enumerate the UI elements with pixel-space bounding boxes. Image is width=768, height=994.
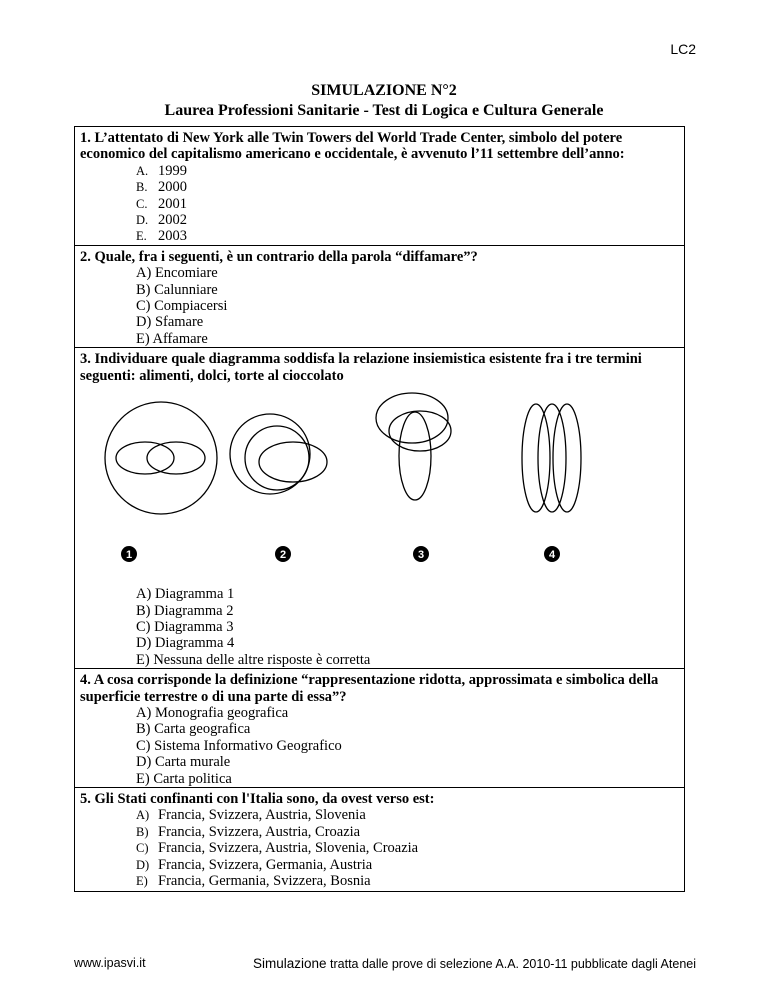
- venn-diagrams: [90, 384, 679, 586]
- option-letter: C): [136, 298, 151, 315]
- question-text: 5. Gli Stati confinanti con l'Italia sono, da ovest verso est:: [80, 790, 435, 807]
- question-text: 3. Individuare quale diagramma soddisfa la relazione insiemistica esistente fra i tre termini seguenti: alimenti, dolci, torte al cioccolato: [80, 351, 642, 384]
- option-letter: D): [136, 635, 152, 652]
- question-text: 1. L’attentato di New York alle Twin Towers del World Trade Center, simbolo del potere economico del capitalismo americano e occidentale, è avvenuto l’11 settembre dell’anno:: [80, 130, 625, 163]
- option-letter: C.: [136, 196, 148, 211]
- option-letter: E): [136, 770, 150, 787]
- option-letter: C): [136, 737, 151, 754]
- diagram-4: [522, 404, 581, 512]
- document-title: SIMULAZIONE N°2: [311, 82, 457, 99]
- option-c: [80, 738, 679, 754]
- question-text: 4. A cosa corrisponde la definizione “rappresentazione ridotta, approssimata e simbolica della superficie terrestre o di una parte di essa”?: [80, 672, 659, 705]
- option-letter: E): [136, 651, 150, 668]
- option-a: [80, 807, 679, 823]
- option-b: [80, 603, 679, 619]
- option-text: Calunniare: [154, 281, 218, 298]
- option-b: [80, 721, 679, 737]
- option-text: Francia, Svizzera, Austria, Croazia: [158, 823, 361, 840]
- option-text: Encomiare: [154, 265, 218, 282]
- option-text: Compiacersi: [154, 298, 228, 315]
- option-c: [80, 298, 679, 314]
- option-d: [80, 635, 679, 651]
- diagram-1: [105, 402, 217, 514]
- option-text: 2003: [158, 228, 187, 245]
- option-e: [80, 771, 679, 787]
- option-letter: B): [136, 824, 149, 839]
- option-text: Affamare: [152, 330, 208, 347]
- option-text: Diagramma 3: [154, 618, 234, 635]
- option-letter: D): [136, 857, 150, 872]
- option-text: 2000: [158, 179, 187, 196]
- option-d: [80, 754, 679, 770]
- page-code: LC2: [670, 41, 696, 57]
- footer-source-lead: Simulazione: [252, 956, 327, 971]
- option-b: [80, 824, 679, 840]
- option-letter: B): [136, 602, 151, 619]
- option-letter: C): [136, 841, 149, 856]
- questions-table: [74, 126, 685, 892]
- option-letter: B.: [136, 180, 148, 195]
- diagram-4-number: 4: [548, 549, 556, 562]
- option-letter: A): [136, 265, 152, 282]
- option-text: 2001: [158, 195, 187, 212]
- option-e: [80, 873, 679, 889]
- option-letter: E): [136, 874, 148, 888]
- option-d: [80, 314, 679, 330]
- option-text: Francia, Svizzera, Germania, Austria: [158, 856, 373, 873]
- option-letter: D): [136, 314, 152, 331]
- venn-diagrams-figure: [104, 392, 584, 582]
- option-letter: E.: [136, 229, 147, 244]
- option-letter: D): [136, 754, 152, 771]
- option-text: Sistema Informativo Geografico: [154, 737, 342, 754]
- question-1: [75, 127, 684, 246]
- option-d: [80, 857, 679, 873]
- option-text: Monografia geografica: [154, 704, 289, 721]
- option-b: [80, 179, 679, 195]
- diagram-2: [230, 414, 327, 494]
- option-letter: C): [136, 618, 151, 635]
- option-d: [80, 212, 679, 228]
- option-letter: B): [136, 721, 151, 738]
- option-a: [80, 586, 679, 602]
- diagram-3: [376, 393, 451, 500]
- option-letter: A): [136, 586, 152, 603]
- option-letter: A): [136, 704, 152, 721]
- option-e: [80, 228, 679, 244]
- option-text: Francia, Svizzera, Austria, Slovenia: [158, 807, 366, 824]
- diagram-1-number: 1: [125, 549, 133, 562]
- question-4: [75, 669, 684, 788]
- option-a: [80, 705, 679, 721]
- option-text: Carta murale: [154, 754, 231, 771]
- diagram-2-number: 2: [279, 549, 287, 562]
- question-5: [75, 788, 684, 891]
- option-text: Carta politica: [153, 770, 232, 787]
- option-text: 2002: [158, 212, 187, 229]
- option-e: [80, 652, 679, 668]
- option-letter: D.: [136, 213, 149, 228]
- option-c: [80, 619, 679, 635]
- option-e: [80, 331, 679, 347]
- option-text: Diagramma 4: [154, 635, 235, 652]
- diagram-3-number: 3: [417, 549, 425, 562]
- option-a: [80, 163, 679, 179]
- option-text: 1999: [158, 162, 187, 179]
- option-text: Francia, Germania, Svizzera, Bosnia: [158, 873, 371, 889]
- option-text: Sfamare: [154, 314, 204, 331]
- option-c: [80, 196, 679, 212]
- option-letter: A): [136, 808, 150, 823]
- option-b: [80, 282, 679, 298]
- option-c: [80, 840, 679, 856]
- document-subtitle: Laurea Professioni Sanitarie - Test di Logica e Cultura Generale: [164, 102, 604, 119]
- option-letter: B): [136, 281, 151, 298]
- option-letter: E): [136, 330, 150, 347]
- footer-source-rest: tratta dalle prove di selezione A.A. 2010-11 pubblicate dagli Atenei: [326, 957, 696, 971]
- option-a: [80, 265, 679, 281]
- footer-website: www.ipasvi.it: [74, 956, 146, 970]
- question-text: 2. Quale, fra i seguenti, è un contrario della parola “diffamare”?: [80, 248, 478, 265]
- option-letter: A.: [136, 163, 149, 178]
- question-3: [75, 348, 684, 669]
- footer-source-note: [253, 956, 696, 971]
- option-text: Francia, Svizzera, Austria, Slovenia, Croazia: [158, 840, 419, 857]
- option-text: Diagramma 1: [154, 586, 235, 603]
- question-2: [75, 246, 684, 348]
- option-text: Carta geografica: [154, 721, 251, 738]
- option-text: Nessuna delle altre risposte è corretta: [153, 651, 371, 668]
- option-text: Diagramma 2: [154, 602, 234, 619]
